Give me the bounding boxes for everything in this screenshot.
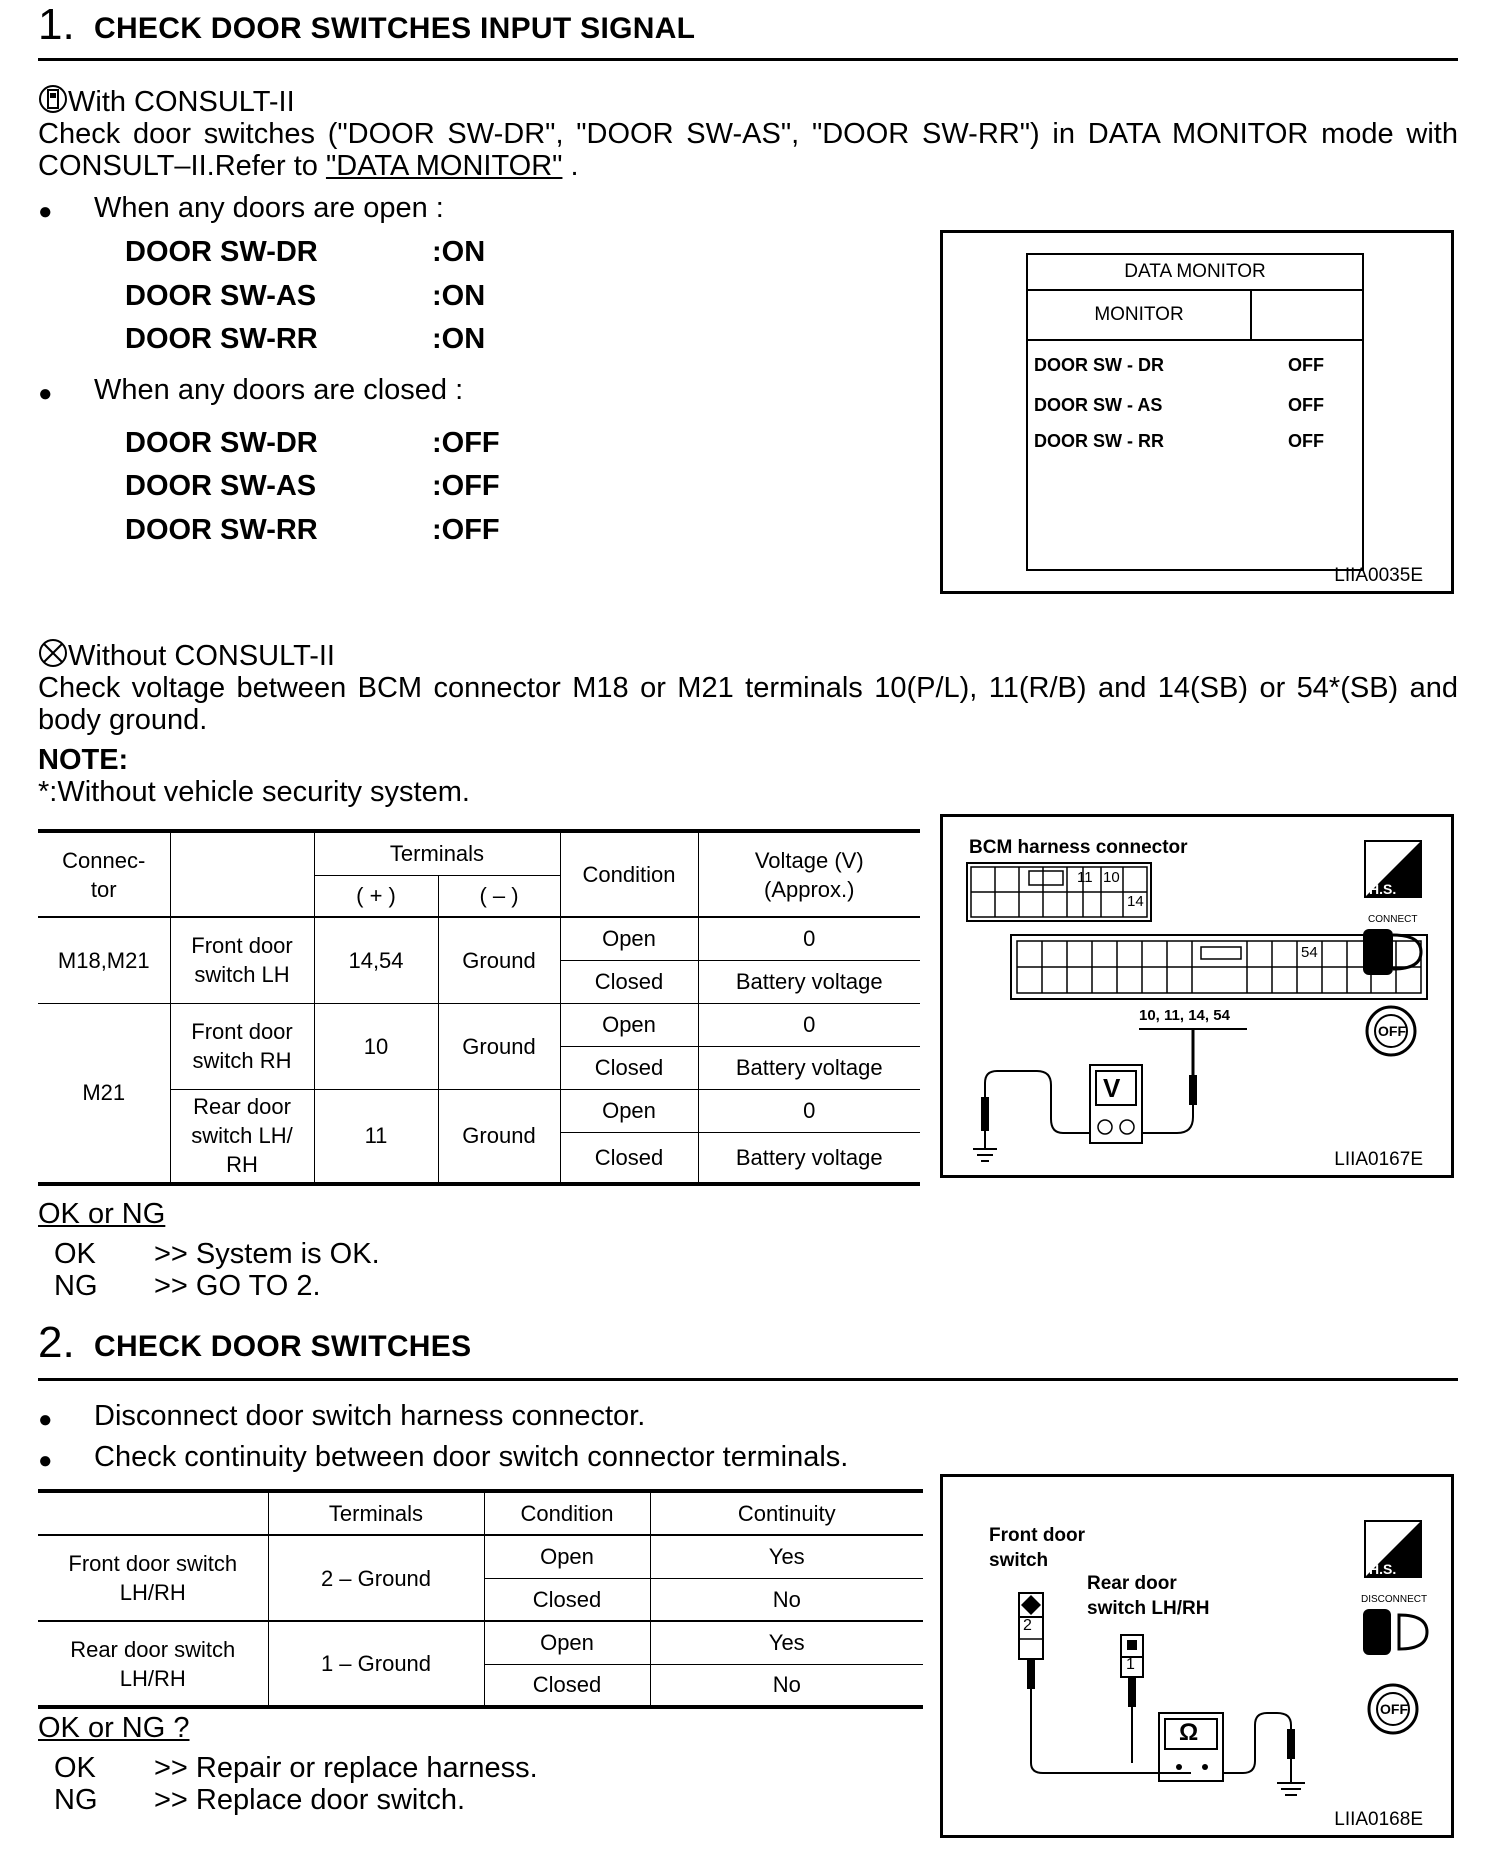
continuity-table <box>38 1489 923 1709</box>
continuity-cell: Yes <box>650 1535 923 1578</box>
pin-label: 2 <box>1023 1617 1032 1634</box>
minus-terminal-cell: Ground <box>438 1089 560 1184</box>
step1-number: 1. <box>38 0 75 49</box>
open-item-value: :ON <box>432 280 486 312</box>
bullet-icon: ● <box>38 1447 53 1474</box>
open-item-name: DOOR SW-RR <box>125 323 318 355</box>
without-consult-label: Without CONSULT-II <box>68 640 335 672</box>
voltage-table <box>38 829 920 1186</box>
voltage-cell: Battery voltage <box>698 1132 920 1184</box>
front-switch-label: Front door switch <box>989 1525 1086 1571</box>
open-item-value: :ON <box>432 323 486 355</box>
data-monitor-link[interactable]: "DATA MONITOR" <box>325 150 563 182</box>
open-heading: When any doors are open : <box>94 192 444 224</box>
bcm-title: BCM harness connector <box>969 837 1188 858</box>
condition-cell: Closed <box>560 1132 698 1184</box>
condition-cell: Open <box>560 1003 698 1046</box>
pin-label: 10 <box>1103 869 1120 886</box>
data-monitor-header: MONITOR <box>1028 291 1252 339</box>
voltmeter-icon: V <box>1103 1073 1121 1103</box>
with-consult-text-suffix: . <box>570 150 579 182</box>
voltage-cell: Battery voltage <box>698 960 920 1003</box>
connector-cell: M21 <box>38 1003 170 1184</box>
condition-cell: Closed <box>560 960 698 1003</box>
data-monitor-item: DOOR SW - DR <box>1034 355 1164 375</box>
closed-item-value: :OFF <box>432 427 500 459</box>
terminals-cell: 2 – Ground <box>268 1535 484 1621</box>
continuity-cell: Yes <box>650 1621 923 1664</box>
step2-title: CHECK DOOR SWITCHES <box>94 1330 472 1363</box>
condition-cell: Open <box>484 1535 650 1578</box>
ng-text: >> GO TO 2. <box>154 1270 321 1302</box>
header-switch <box>170 831 314 917</box>
note-text: *:Without vehicle security system. <box>38 776 470 808</box>
ok-ng-heading: OK or NG <box>38 1198 166 1230</box>
condition-cell: Closed <box>560 1046 698 1089</box>
hs-label: H.S. <box>1369 1561 1397 1577</box>
header-minus: ( – ) <box>438 875 560 917</box>
data-monitor-figure <box>940 230 1454 594</box>
pin-label: 54 <box>1301 944 1318 961</box>
door-switch-figure <box>940 1474 1454 1838</box>
header-plus: ( + ) <box>314 875 438 917</box>
switch-cell: Front door switch RH <box>170 1003 314 1089</box>
hs-label: H.S. <box>1369 881 1397 897</box>
closed-item-name: DOOR SW-RR <box>125 514 318 546</box>
without-consult-text-line2: body ground. <box>38 704 208 736</box>
bcm-connector-figure <box>940 814 1454 1178</box>
closed-item-value: :OFF <box>432 514 500 546</box>
switch-cell: Front door switch LH/RH <box>38 1535 268 1621</box>
condition-cell: Closed <box>484 1578 650 1621</box>
minus-terminal-cell: Ground <box>438 1003 560 1089</box>
switch-cell: Rear door switch LH/RH <box>38 1621 268 1707</box>
ok-label: OK <box>54 1752 96 1784</box>
pin-label: 14 <box>1127 893 1144 910</box>
closed-heading: When any doors are closed : <box>94 374 464 406</box>
step2-bullet: Check continuity between door switch connector terminals. <box>94 1441 849 1473</box>
closed-item-value: :OFF <box>432 470 500 502</box>
continuity-cell: No <box>650 1578 923 1621</box>
plus-terminal-cell: 10 <box>314 1003 438 1089</box>
figure-code: LIIA0035E <box>1334 565 1423 586</box>
closed-item-name: DOOR SW-DR <box>125 427 318 459</box>
data-monitor-value: OFF <box>1288 395 1324 415</box>
terminals-label: 10, 11, 14, 54 <box>1139 1007 1230 1024</box>
condition-cell: Open <box>484 1621 650 1664</box>
continuity-cell: No <box>650 1664 923 1707</box>
ohmmeter-icon: Ω <box>1179 1719 1199 1746</box>
connector-cell: M18,M21 <box>38 917 170 1003</box>
data-monitor-value: OFF <box>1288 355 1324 375</box>
ok-ng-heading: OK or NG ? <box>38 1712 190 1744</box>
connect-label: CONNECT <box>1368 914 1418 925</box>
condition-cell: Closed <box>484 1664 650 1707</box>
pin-label: 1 <box>1126 1656 1135 1673</box>
door-switch-wiring-diagram <box>943 1477 1451 1835</box>
voltage-cell: 0 <box>698 917 920 960</box>
data-monitor-item: DOOR SW - AS <box>1034 395 1163 415</box>
ok-text: >> Repair or replace harness. <box>154 1752 538 1784</box>
ok-label: OK <box>54 1238 96 1270</box>
ng-text: >> Replace door switch. <box>154 1784 466 1816</box>
ok-text: >> System is OK. <box>154 1238 380 1270</box>
disconnect-label: DISCONNECT <box>1361 1594 1428 1605</box>
closed-item-name: DOOR SW-AS <box>125 470 317 502</box>
consult-tool-icon <box>38 84 68 114</box>
voltage-cell: 0 <box>698 1089 920 1132</box>
step1-divider <box>38 58 1458 61</box>
bullet-icon: ● <box>38 1406 53 1433</box>
open-item-name: DOOR SW-AS <box>125 280 317 312</box>
key-off-icon: OFF <box>1380 1701 1408 1717</box>
data-monitor-title: DATA MONITOR <box>1028 255 1362 291</box>
without-consult-text-line1: Check voltage between BCM connector M18 or M21 terminals 10(P/L), 11(R/B) and 14(SB) or 54*(SB) and <box>38 672 1458 704</box>
step2-bullet: Disconnect door switch harness connector. <box>94 1400 646 1432</box>
data-monitor-value: OFF <box>1288 431 1324 451</box>
header-condition: Condition <box>560 831 698 917</box>
key-off-icon: OFF <box>1378 1023 1406 1039</box>
step1-title: CHECK DOOR SWITCHES INPUT SIGNAL <box>94 12 696 45</box>
ng-label: NG <box>54 1270 98 1302</box>
bullet-icon: ● <box>38 380 53 407</box>
header-continuity: Continuity <box>650 1491 923 1535</box>
header-condition: Condition <box>484 1491 650 1535</box>
data-monitor-screen <box>1026 253 1364 571</box>
note-label: NOTE: <box>38 744 129 776</box>
switch-cell: Front door switch LH <box>170 917 314 1003</box>
switch-cell: Rear door switch LH/ RH <box>170 1089 314 1184</box>
condition-cell: Open <box>560 1089 698 1132</box>
bullet-icon: ● <box>38 198 53 225</box>
minus-terminal-cell: Ground <box>438 917 560 1003</box>
rear-switch-label: Rear door switch LH/RH <box>1087 1573 1210 1619</box>
terminals-cell: 1 – Ground <box>268 1621 484 1707</box>
plus-terminal-cell: 14,54 <box>314 917 438 1003</box>
with-consult-text-line1: Check door switches ("DOOR SW-DR", "DOOR SW-AS", "DOOR SW-RR") in DATA MONITOR mode with <box>38 118 1458 150</box>
step2-divider <box>38 1378 1458 1381</box>
voltage-cell: Battery voltage <box>698 1046 920 1089</box>
header-terminals: Terminals <box>268 1491 484 1535</box>
with-consult-text-line2 <box>38 150 579 182</box>
plus-terminal-cell: 11 <box>314 1089 438 1184</box>
header-terminals: Terminals <box>314 831 560 875</box>
figure-code: LIIA0167E <box>1334 1149 1423 1170</box>
with-consult-label: With CONSULT-II <box>68 86 295 118</box>
voltage-cell: 0 <box>698 1003 920 1046</box>
condition-cell: Open <box>560 917 698 960</box>
open-item-value: :ON <box>432 236 486 268</box>
open-item-name: DOOR SW-DR <box>125 236 318 268</box>
header-connector: Connec- tor <box>38 831 170 917</box>
no-tool-icon <box>38 638 68 668</box>
bcm-wiring-diagram <box>943 817 1451 1175</box>
with-consult-text-prefix: CONSULT–II.Refer to <box>38 150 318 182</box>
pin-label: 11 <box>1077 869 1093 886</box>
figure-code: LIIA0168E <box>1334 1809 1423 1830</box>
header-voltage: Voltage (V) (Approx.) <box>698 831 920 917</box>
data-monitor-item: DOOR SW - RR <box>1034 431 1164 451</box>
data-monitor-header-row <box>1028 291 1362 341</box>
ng-label: NG <box>54 1784 98 1816</box>
step2-number: 2. <box>38 1318 75 1367</box>
header-switch <box>38 1491 268 1535</box>
